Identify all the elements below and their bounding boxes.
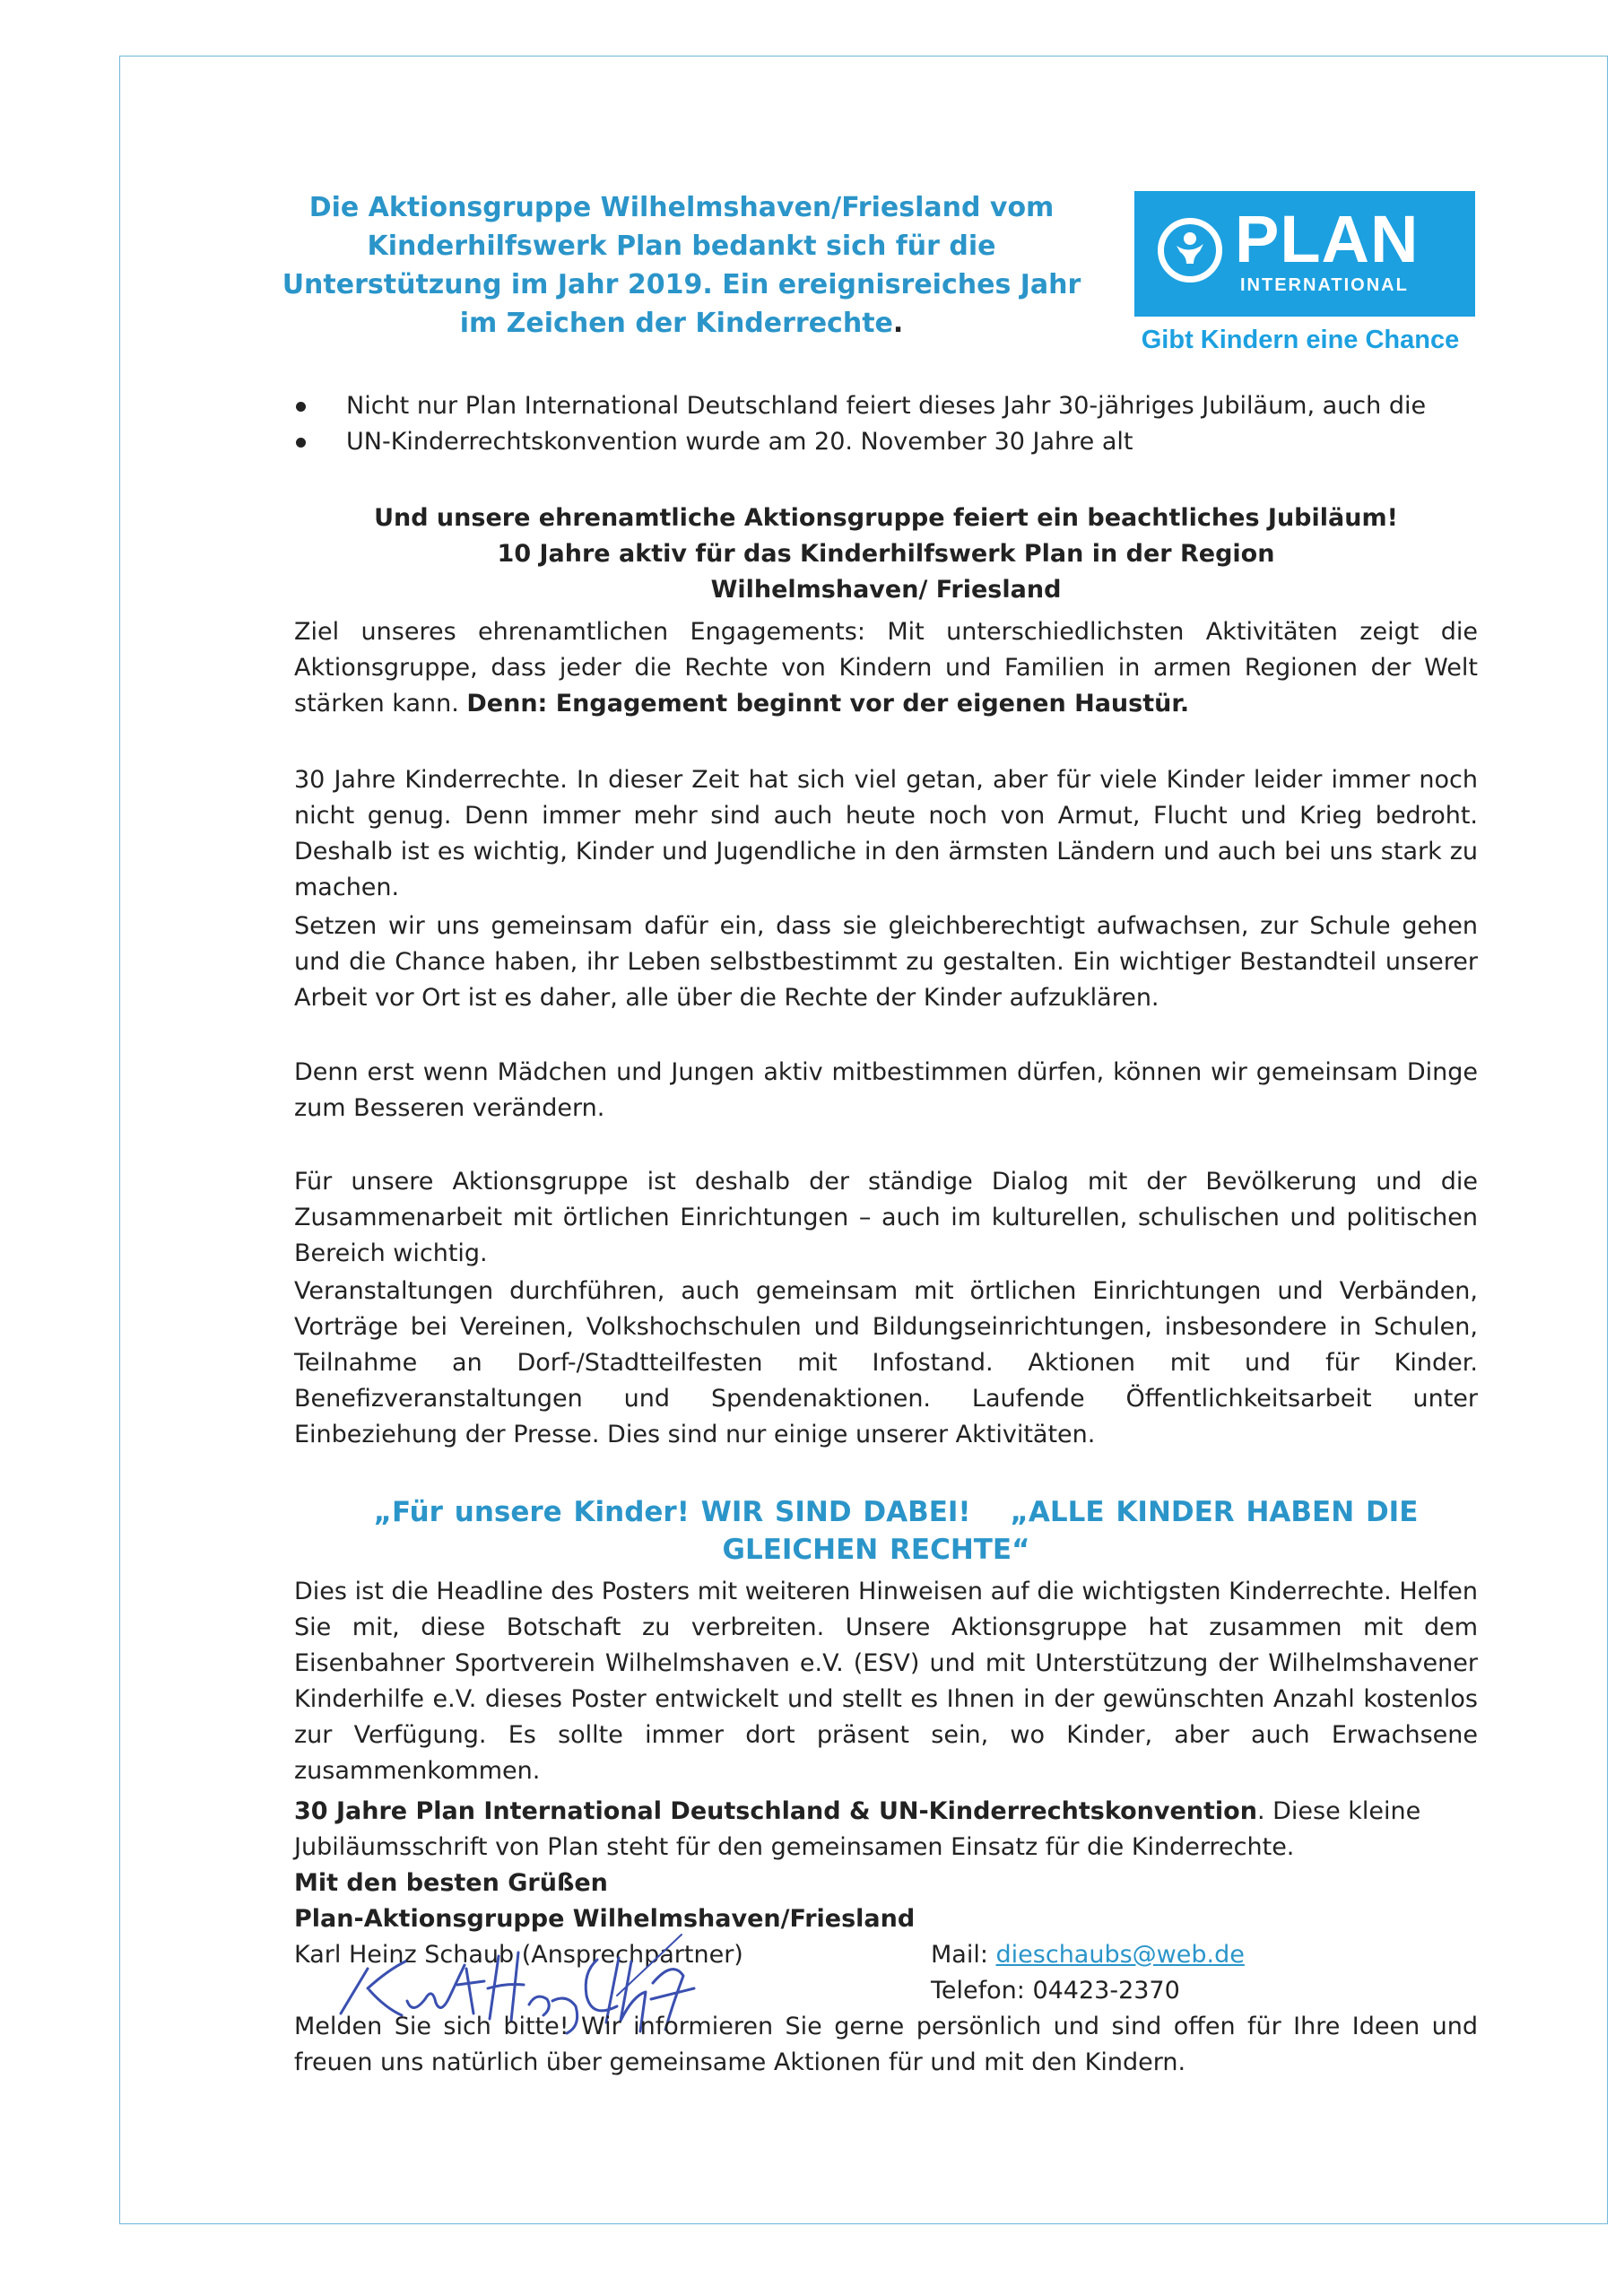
list-item <box>294 388 1478 424</box>
logo-subline: INTERNATIONAL <box>1240 275 1409 295</box>
slogan-right: „ALLE KINDER HABEN DIE GLEICHEN RECHTE“ <box>722 1496 1419 1566</box>
poster-paragraph: Dies ist die Headline des Posters mit weiteren Hinweisen auf die wichtigsten Kinderrechte. Helfen Sie mit, diese Botschaft zu verbreiten. Unsere Aktionsgruppe hat zusammen mit dem Eisenbahner Sportverein Wilhelmshaven e.V. (ESV) und mit Unterstützung der Wilhelmshavener Kinderhilfe e.V. dieses Poster entwickelt und stellt es Ihnen in der gewünschten Anzahl kostenlos zur Verfügung. Es sollte immer dort präsent sein, wo Kinder, aber auch Erwachsene zusammenkommen. <box>294 1578 1478 1785</box>
logo-wordmark: PLAN <box>1235 202 1420 276</box>
list-item <box>294 424 1478 460</box>
plan-emblem-icon <box>1158 218 1222 283</box>
logo-tagline: Gibt Kindern eine Chance <box>1141 326 1460 354</box>
anniversary-emphasis: 30 Jahre Plan International Deutschland & UN-Kinderrechtskonvention <box>294 1797 1257 1825</box>
contact-mail <box>931 1937 1487 1973</box>
jubilee-line: 10 Jahre aktiv für das Kinderhilfswerk Plan in der Region <box>497 540 1275 568</box>
contact-name: Karl Heinz Schaub (Ansprechpartner) <box>294 1941 743 1969</box>
email-link[interactable]: dieschaubs@web.de <box>995 1941 1245 1969</box>
goal-emphasis: Denn: Engagement beginnt vor der eigenen Haustür. <box>466 690 1190 718</box>
goal-text: Ziel unseres ehrenamtlichen Engagements: Mit unterschiedlichsten Aktivitäten zeigt die Aktionsgruppe, dass jeder die Rechte von Kindern und Familien in armen Regionen der Welt stärken kann. <box>294 618 1478 718</box>
dialog-paragraph: Für unsere Aktionsgruppe ist deshalb der ständige Dialog mit der Bevölkerung und die Zusammenarbeit mit örtlichen Einrichtungen – auch im kulturellen, schulischen und politischen Bereich wichtig. <box>294 1168 1478 1267</box>
bullet-section <box>294 388 1478 460</box>
jubilee-line: Und unsere ehrenamtliche Aktionsgruppe feiert ein beachtliches Jubiläum! <box>374 504 1398 532</box>
letter-heading <box>269 188 1094 343</box>
bullet-icon <box>296 438 306 448</box>
jubilee-heading <box>294 500 1478 608</box>
bullet-text: UN-Kinderrechtskonvention wurde am 20. November 30 Jahre alt <box>346 428 1133 456</box>
bullet-icon <box>296 402 306 412</box>
goal-paragraph <box>294 614 1478 722</box>
mail-label: Mail: <box>931 1941 996 1969</box>
anniversary-paragraph <box>294 1794 1478 1866</box>
together-paragraph: Setzen wir uns gemeinsam dafür ein, dass sie gleichberechtigt aufwachsen, zur Schule gehen und die Chance haben, ihr Leben selbstbestimmt zu gestalten. Ein wichtiger Bestandteil unserer Arbeit vor Ort ist es daher, alle über die Rechte der Kinder aufzuklären. <box>294 912 1478 1012</box>
rights-paragraph: 30 Jahre Kinderrechte. In dieser Zeit hat sich viel getan, aber für viele Kinder leider immer noch nicht genug. Denn immer mehr sind auch heute noch von Armut, Flucht und Krieg bedroht. Deshalb ist es wichtig, Kinder und Jugendliche in den ärmsten Ländern und auch bei uns stark zu machen. <box>294 766 1478 901</box>
plan-international-logo <box>1125 191 1475 360</box>
events-paragraph: Veranstaltungen durchführen, auch gemeinsam mit örtlichen Einrichtungen und Verbänden, Vorträge bei Vereinen, Volkshochschulen und Bildungseinrichtungen, insbesondere in Schulen, Teilnahme an Dorf-/Stadtteilfesten mit Infostand. Aktionen mit und für Kinder. Benefizveranstaltungen und Spendenaktionen. Laufende Öffentlichkeitsarbeit unter Einbeziehung der Presse. Dies sind nur einige unserer Aktivitäten. <box>294 1277 1478 1448</box>
greeting: Mit den besten Grüßen <box>294 1869 608 1897</box>
heading-period: . <box>892 308 904 339</box>
slogan-left: „Für unsere Kinder! WIR SIND DABEI! <box>373 1496 971 1528</box>
heading-text: Die Aktionsgruppe Wilhelmshaven/Friesland vom Kinderhilfswerk Plan bedankt sich für die Unterstützung im Jahr 2019. Ein ereignisreiches Jahr im Zeichen der Kinderrechte <box>282 192 1081 339</box>
slogan-line <box>294 1493 1478 1569</box>
participation-paragraph: Denn erst wenn Mädchen und Jungen aktiv mitbestimmen dürfen, können wir gemeinsam Dinge zum Besseren verändern. <box>294 1058 1478 1122</box>
bullet-list <box>294 388 1478 460</box>
anniversary-text: . Diese kleine Jubiläumsschrift von Plan steht für den gemeinsamen Einsatz für die Kinderrechte. <box>294 1797 1421 1861</box>
jubilee-line: Wilhelmshaven/ Friesland <box>710 576 1062 604</box>
group-name: Plan-Aktionsgruppe Wilhelmshaven/Friesland <box>294 1905 916 1933</box>
logo-box <box>1134 191 1475 317</box>
contact-phone: Telefon: 04423-2370 <box>931 1977 1180 2005</box>
closing-paragraph: Melden Sie sich bitte! Wir informieren Sie gerne persönlich und sind offen für Ihre Ideen und freuen uns natürlich über gemeinsame Aktionen für und mit den Kindern. <box>294 2013 1478 2076</box>
bullet-text: Nicht nur Plan International Deutschland feiert dieses Jahr 30-jähriges Jubiläum, auch die <box>346 392 1427 420</box>
